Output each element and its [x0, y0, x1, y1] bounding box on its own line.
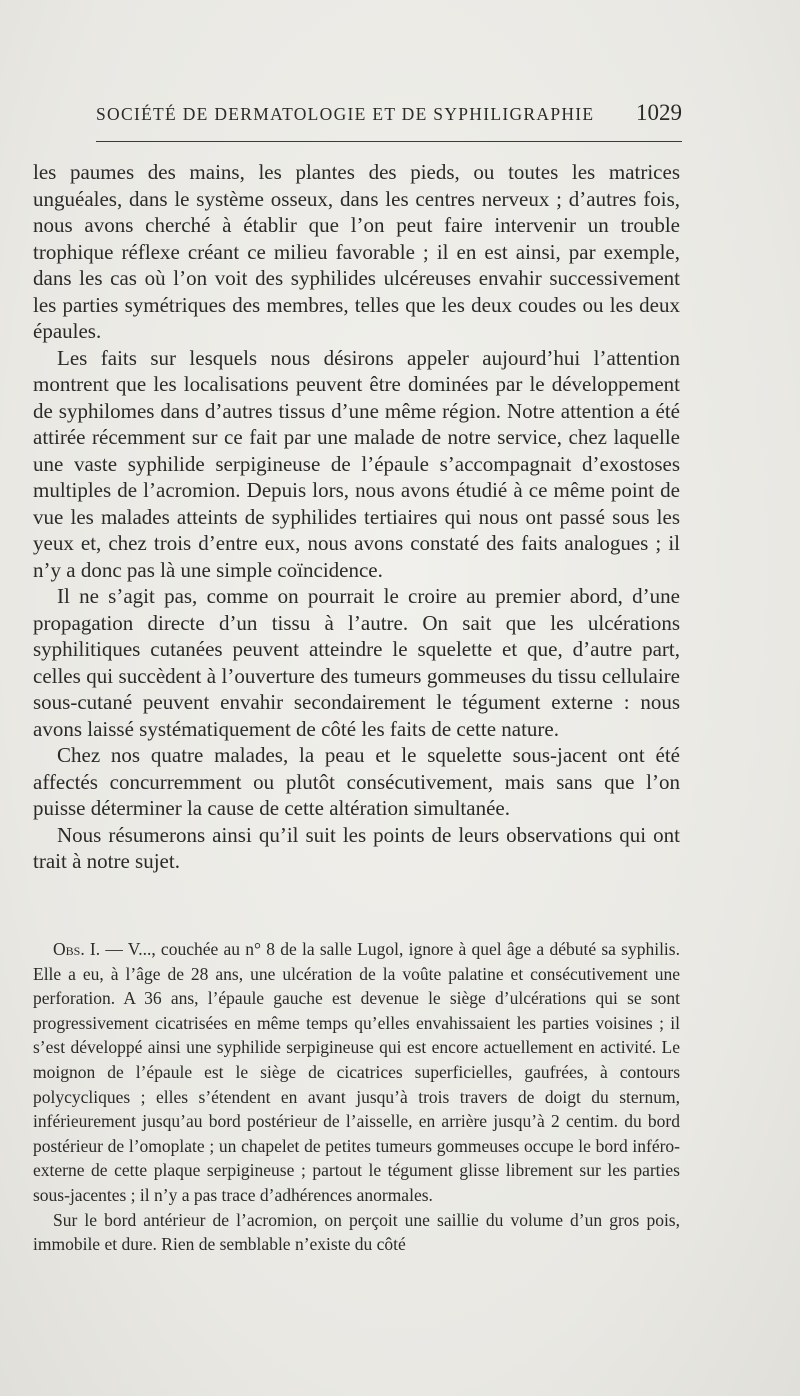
- paragraph-4: Chez nos quatre malades, la peau et le squelette sous-jacent ont été affectés concurremment ou plutôt consécutivement, mais sans que l’on puisse déterminer la cause de cette altération simultanée.: [33, 743, 680, 820]
- observation-paragraph-2: Sur le bord antérieur de l’acromion, on perçoit une saillie du volume d’un gros pois, immobile et dure. Rien de semblable n’existe du côté: [33, 1209, 680, 1255]
- running-title: SOCIÉTÉ DE DERMATOLOGIE ET DE SYPHILIGRAPHIE: [96, 104, 595, 124]
- page-header: [96, 100, 682, 130]
- header-rule: [96, 141, 682, 142]
- paragraph-3: Il ne s’agit pas, comme on pourrait le croire au premier abord, d’une propagation directe d’un tissu à l’autre. On sait que les ulcérations syphilitiques cutanées peuvent atteindre le squelette et que, d’autre part, celles qui succèdent à l’ouverture des tumeurs gommeuses du tissu cellulaire sous-cutané peuvent envahir secondairement le tégument externe : nous avons laissé systématiquement de côté les faits de cette nature.: [33, 584, 680, 741]
- page-number: 1029: [636, 100, 682, 125]
- observation-text-1: — V..., couchée au n° 8 de la salle Lugol, ignore à quel âge a débuté sa syphilis. Elle a eu, à l’âge de 28 ans, une ulcération de la voûte palatine et consécutivement une perforation. A 36 ans, l’épaule gauche est devenue le siège d’ulcérations qui se sont progressivement cicatrisées en même temps qu’elles envahissaient les parties voisines ; il s’est développé ainsi une syphilide serpigineuse qui est encore actuellement en activité. Le moignon de l’épaule est le siège de cicatrices superficielles, gaufrées, à contours polycycliques ; elles s’étendent en avant jusqu’à trois travers de doigt du sternum, inférieurement jusqu’au bord postérieur de l’aisselle, en arrière jusqu’à 2 centim. du bord postérieur de l’omoplate ; un chapelet de petites tumeurs gommeuses occupe le bord inféro-externe de cette plaque serpigineuse ; partout le tégument glisse librement sur les parties sous-jacentes ; il n’y a pas trace d’adhérences anormales.: [33, 939, 680, 1205]
- paragraph-1: les paumes des mains, les plantes des pieds, ou toutes les matrices unguéales, dans le système osseux, dans les centres nerveux ; d’autres fois, nous avons cherché à établir que l’on peut faire intervenir un trouble trophique réflexe créant ce milieu favorable ; il en est ainsi, par exemple, dans les cas où l’on voit des syphilides ulcéreuses envahir successivement les parties symétriques des membres, telles que les deux coudes ou les deux épaules.: [33, 160, 680, 343]
- paragraph-2: Les faits sur lesquels nous désirons appeler aujourd’hui l’attention montrent que les localisations peuvent être dominées par le développement de syphilomes dans d’autres tissus d’une même région. Notre attention a été attirée récemment sur ce fait par une malade de notre service, chez laquelle une vaste syphilide serpigineuse de l’épaule s’accompagnait d’exostoses multiples de l’acromion. Depuis lors, nous avons étudié à ce même point de vue les malades atteints de syphilides tertiaires qui nous ont passé sous les yeux et, chez trois d’entre eux, nous avons constaté des faits analogues ; il n’y a donc pas là une simple coïncidence.: [33, 345, 680, 582]
- observation-section: [33, 937, 680, 1257]
- paragraph-5: Nous résumerons ainsi qu’il suit les points de leurs observations qui ont trait à notre sujet.: [33, 822, 680, 873]
- observation-label: Obs. I.: [53, 939, 101, 959]
- observation-paragraph-1: [33, 937, 680, 1208]
- main-text: [33, 159, 680, 875]
